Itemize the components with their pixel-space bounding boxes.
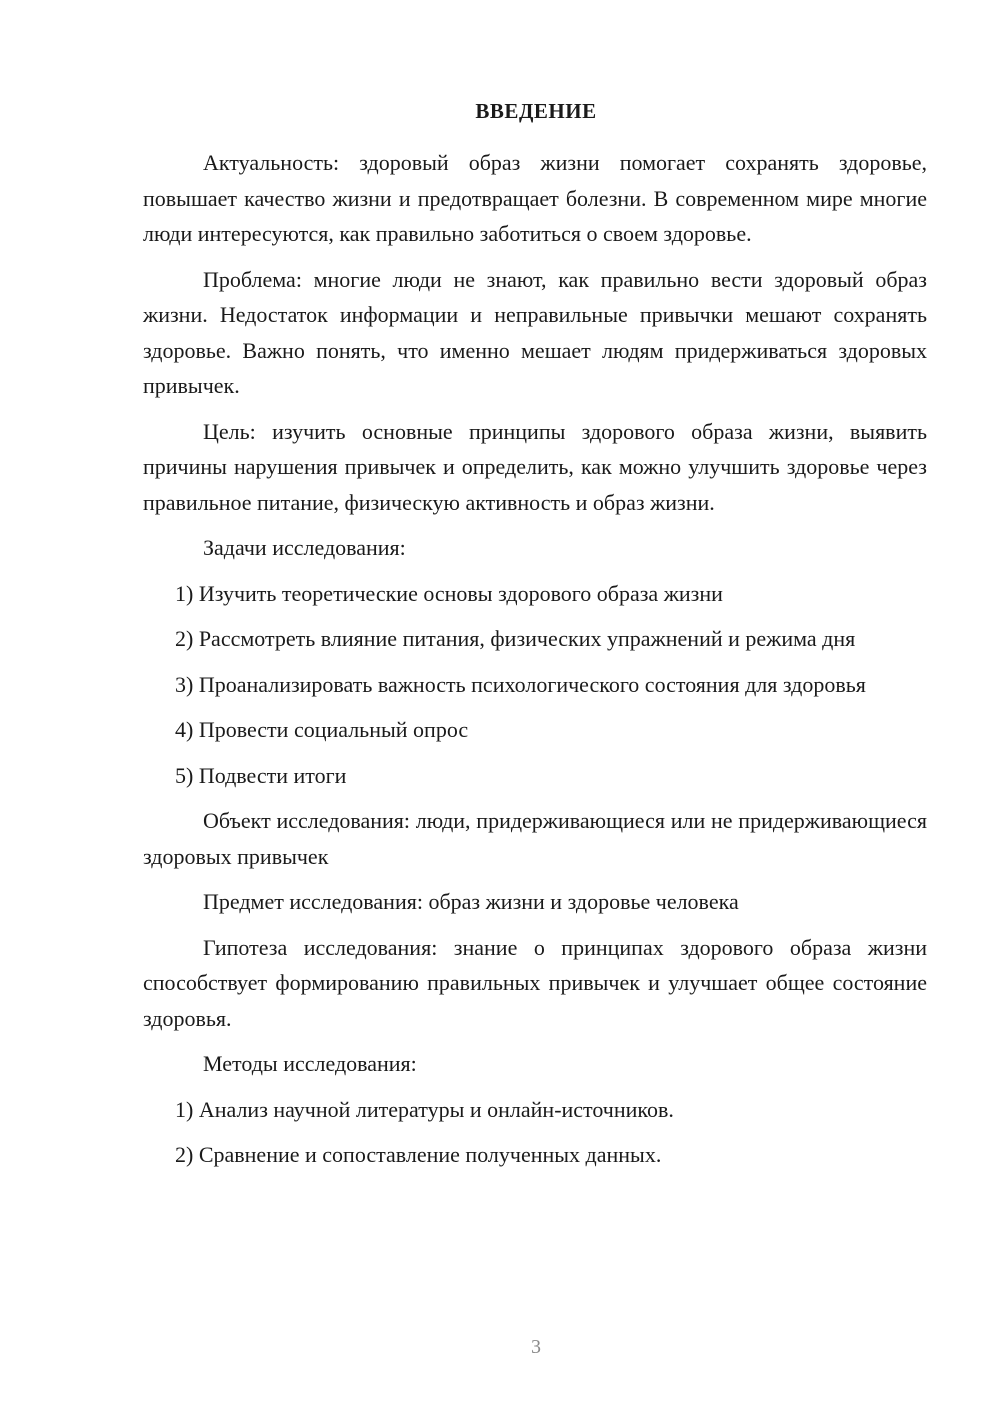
task-item: 2) Рассмотреть влияние питания, физических упражнений и режима дня — [175, 626, 856, 651]
section-title: ВВЕДЕНИЕ — [475, 99, 597, 123]
paragraph-hypothesis: Гипотеза исследования: знание о принципах здорового образа жизни способствует формированию правильных привычек и улучшает общее состояние здоровья. — [143, 934, 927, 1031]
task-item: 1) Изучить теоретические основы здорового образа жизни — [175, 580, 723, 606]
task-item: 4) Провести социальный опрос — [175, 717, 469, 742]
paragraph-problem: Проблема: многие люди не знают, как правильно вести здоровый образ жизни. Недостаток информации и неправильные привычки мешают сохранять здоровье. Важно понять, что именно мешает людям придерживаться здоровых привычек. — [143, 266, 927, 398]
paragraph-tasks-heading: Задачи исследования: — [203, 535, 406, 560]
paragraph-goal: Цель: изучить основные принципы здорового образа жизни, выявить причины нарушения привычек и определить, как можно улучшить здоровье через правильное питание, физическую активность и образ жизни. — [143, 418, 927, 515]
task-item: 3) Проанализировать важность психологического состояния для здоровья — [175, 671, 866, 697]
method-item: 1) Анализ научной литературы и онлайн-источников. — [175, 1096, 674, 1122]
method-item: 2) Сравнение и сопоставление полученных данных. — [175, 1142, 662, 1167]
task-item: 5) Подвести итоги — [175, 762, 347, 788]
paragraph-methods-heading: Методы исследования: — [203, 1051, 417, 1076]
paragraph-relevance: Актуальность: здоровый образ жизни помогает сохранять здоровье, повышает качество жизни и предотвращает болезни. В современном мире многие люди интересуются, как правильно заботиться о своем здоровье. — [143, 150, 927, 246]
paragraph-subject: Предмет исследования: образ жизни и здоровье человека — [203, 889, 739, 914]
page-number: 3 — [531, 1336, 541, 1358]
paragraph-object: Объект исследования: люди, придерживающиеся или не придерживающиеся здоровых привычек — [143, 808, 927, 869]
body-text — [143, 145, 927, 1183]
